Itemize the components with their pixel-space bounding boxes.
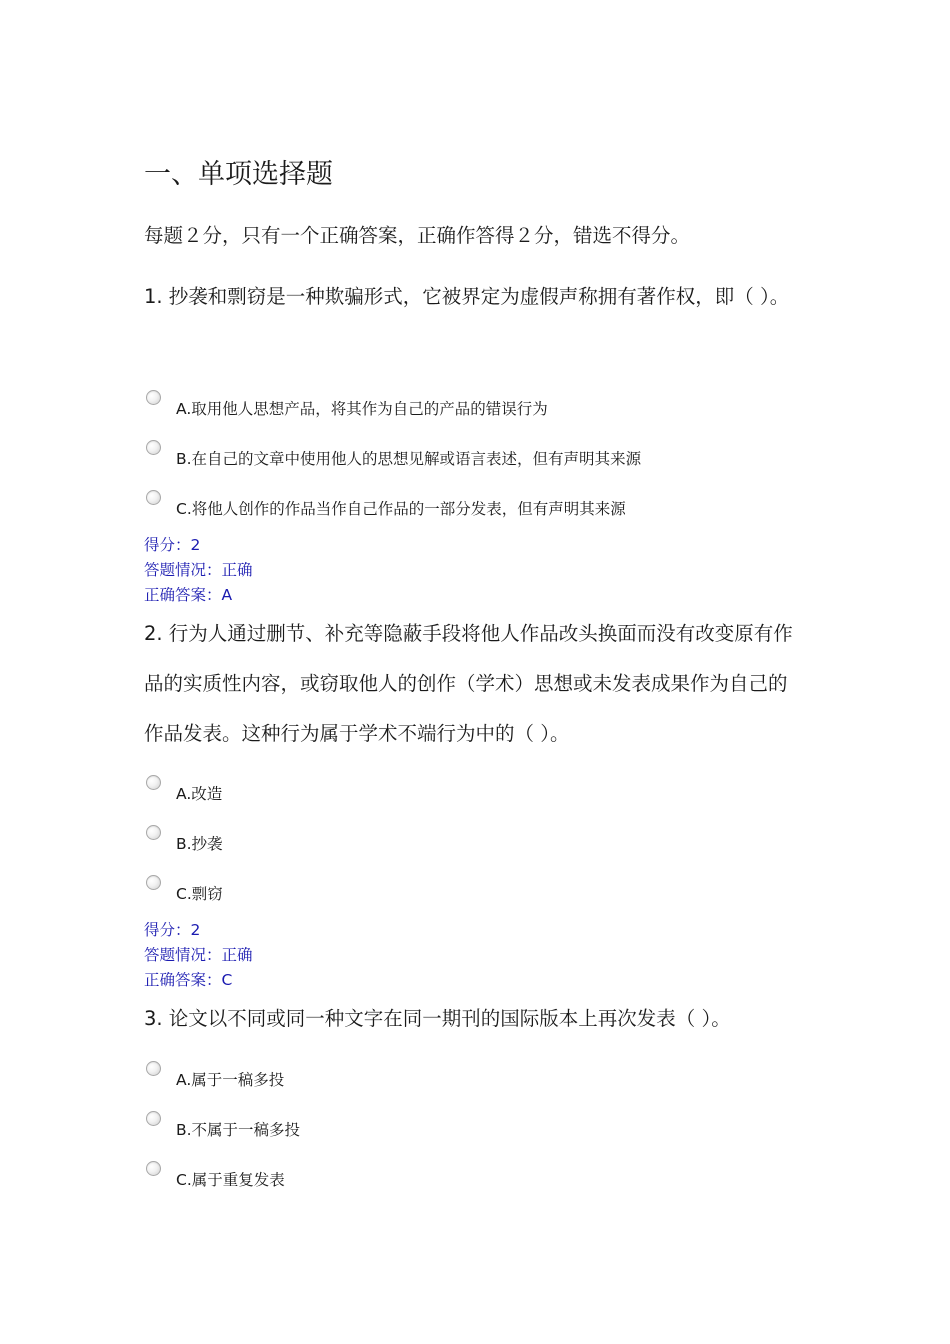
option-label: A.改造 [176,785,223,803]
radio-button[interactable] [146,775,161,790]
question-3-option-c[interactable] [144,1161,804,1191]
option-label: C.属于重复发表 [176,1171,285,1189]
radio-button[interactable] [146,1061,161,1076]
question-2-option-b[interactable] [144,825,804,855]
question-3-option-b[interactable] [144,1111,804,1141]
question-3-text: 3. 论文以不同或同一种文字在同一期刊的国际版本上再次发表（ ）。 [144,1007,731,1030]
question-1-score: 得分：2 [144,536,201,554]
question-2-text: 2. 行为人通过删节、补充等隐蔽手段将他人作品改头换面而没有改变原有作品的实质性内容，或窃取他人的创作（学术）思想或未发表成果作为自己的作品发表。这种行为属于学术不端行为中的（ ）。 [144,622,793,745]
option-label: A.属于一稿多投 [176,1071,285,1089]
option-label: B.抄袭 [176,835,223,853]
question-1-option-c[interactable] [144,490,804,520]
option-label: B.在自己的文章中使用他人的思想见解或语言表述，但有声明其来源 [176,450,642,468]
question-2-option-a[interactable] [144,775,804,805]
question-2-answer: 正确答案：C [144,971,233,989]
question-1-answer: 正确答案：A [144,586,233,604]
option-label: C.将他人创作的作品当作自己作品的一部分发表，但有声明其来源 [176,500,626,518]
question-1-status: 答题情况：正确 [144,561,253,579]
radio-button[interactable] [146,875,161,890]
radio-button[interactable] [146,490,161,505]
radio-button[interactable] [146,1161,161,1176]
section-instructions: 每题２分，只有一个正确答案，正确作答得２分，错选不得分。 [144,224,691,247]
question-2-option-c[interactable] [144,875,804,905]
question-1-option-b[interactable] [144,440,804,470]
section-title: 一、单项选择题 [144,159,333,190]
option-label: A.取用他人思想产品，将其作为自己的产品的错误行为 [176,400,548,418]
question-3-option-a[interactable] [144,1061,804,1091]
question-2-status: 答题情况：正确 [144,946,253,964]
option-label: B.不属于一稿多投 [176,1121,301,1139]
option-label: C.剽窃 [176,885,223,903]
radio-button[interactable] [146,390,161,405]
radio-button[interactable] [146,1111,161,1126]
question-1-option-a[interactable] [144,390,804,420]
radio-button[interactable] [146,440,161,455]
radio-button[interactable] [146,825,161,840]
question-2-score: 得分：2 [144,921,201,939]
question-1-text: 1. 抄袭和剽窃是一种欺骗形式，它被界定为虚假声称拥有著作权，即（ ）。 [144,285,790,308]
